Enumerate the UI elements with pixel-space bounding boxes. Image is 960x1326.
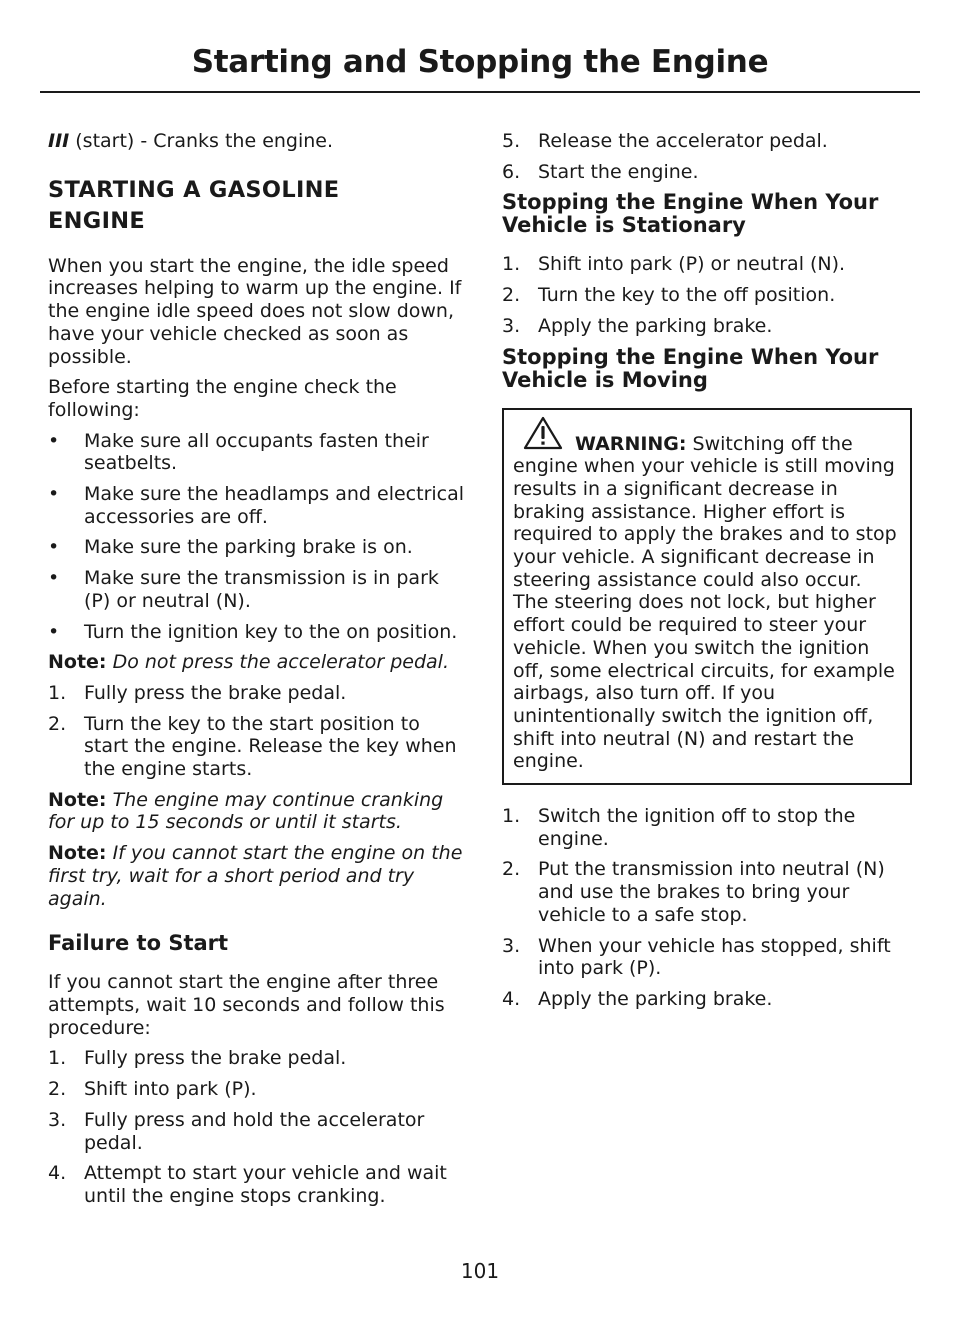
list-item: 4. Apply the parking brake.: [502, 987, 773, 1010]
page-title: Starting and Stopping the Engine: [191, 44, 769, 80]
checklist: [48, 430, 468, 644]
section-heading-failure-to-start: Failure to Start: [48, 931, 229, 956]
list-item: 3. When your vehicle has stopped, shift into park (P).: [502, 934, 891, 980]
list-item: 3. Apply the parking brake.: [502, 314, 773, 337]
section-heading-starting-gasoline-engine: STARTING A GASOLINE ENGINE: [48, 176, 340, 234]
bullet-marker: •: [48, 620, 60, 643]
list-item: 1. Shift into park (P) or neutral (N).: [502, 253, 846, 276]
paragraph-failure-procedure: If you cannot start the engine after three attempts, wait 10 seconds and follow this procedure:: [48, 971, 445, 1039]
paragraph-before-starting: Before starting the engine check the following:: [48, 376, 397, 421]
bullet-marker: •: [48, 483, 60, 506]
note-label: Note:: [48, 842, 107, 865]
note-label: Note:: [48, 651, 107, 674]
list-item: 1. Switch the ignition off to stop the engine.: [502, 805, 856, 850]
note-cranking: Note: The engine may continue cranking for up to 15 seconds or until it starts.: [48, 788, 444, 834]
list-item: • Turn the ignition key to the on position.: [48, 620, 458, 643]
right-column: [502, 130, 912, 1019]
section-heading-stationary: Stopping the Engine When Your Vehicle is Stationary: [502, 190, 879, 238]
failure-steps-continued: [502, 130, 912, 183]
ignition-position-label: III: [48, 130, 70, 152]
header-divider: [40, 91, 920, 93]
note-first-try: Note: If you cannot start the engine on the first try, wait for a short period and try again.: [48, 842, 463, 910]
bullet-marker: •: [48, 536, 60, 559]
bullet-marker: •: [48, 429, 60, 452]
ignition-start-description: [48, 130, 468, 153]
list-item: 4. Attempt to start your vehicle and wait until the engine stops cranking.: [48, 1162, 447, 1207]
list-item: 1. Fully press the brake pedal.: [48, 1047, 347, 1070]
list-item: 2. Turn the key to the start position to start the engine. Release the key when the engine starts.: [48, 712, 457, 781]
list-item: 2. Turn the key to the off position.: [502, 284, 836, 307]
left-column: [48, 130, 468, 1216]
list-item: 6. Start the engine.: [502, 160, 699, 183]
warning-label: WARNING:: [575, 432, 687, 455]
warning-triangle-icon: [523, 416, 563, 450]
list-item: 1. Fully press the brake pedal.: [48, 681, 347, 704]
paragraph-idle-speed: When you start the engine, the idle speed increases helping to warm up the engine. If the engine idle speed does not slow down, have your vehicle checked as soon as possible.: [48, 254, 462, 368]
section-heading-moving: Stopping the Engine When Your Vehicle is Moving: [502, 344, 879, 392]
list-item: 2. Put the transmission into neutral (N) and use the brakes to bring your vehicle to a safe stop.: [502, 858, 885, 926]
note-label: Note:: [48, 788, 107, 811]
list-item: • Make sure the transmission is in park (P) or neutral (N).: [48, 567, 439, 612]
list-item: • Make sure all occupants fasten their seatbelts.: [48, 429, 429, 475]
note-accelerator: Note: Do not press the accelerator pedal.: [48, 651, 449, 674]
stationary-steps: [502, 253, 912, 337]
failure-steps: [48, 1047, 468, 1207]
bullet-marker: •: [48, 567, 60, 590]
warning-box: [502, 408, 912, 786]
list-item: 3. Fully press and hold the accelerator pedal.: [48, 1108, 425, 1154]
start-steps: [48, 682, 468, 781]
page-number: 101: [460, 1259, 500, 1283]
list-item: • Make sure the headlamps and electrical accessories are off.: [48, 483, 465, 528]
ignition-position-text: (start) - Cranks the engine.: [69, 130, 334, 152]
list-item: • Make sure the parking brake is on.: [48, 536, 413, 559]
list-item: 5. Release the accelerator pedal.: [502, 130, 828, 152]
moving-steps: [502, 805, 912, 1011]
page-header: [40, 40, 920, 84]
list-item: 2. Shift into park (P).: [48, 1078, 257, 1101]
warning-text: Switching off the engine when your vehicle is still moving results in a significant decrease in braking assistance. Higher effort is required to apply the brakes and to stop your vehicle. A significant decrease in steering assistance could also occur. The steering does not lock, but higher effort could be required to steer your vehicle. When you switch the ignition off, some electrical circuits, for example airbags, also turn off. If you unintentionally switch the ignition off, shift into neutral (N) and restart the engine.: [513, 432, 897, 773]
